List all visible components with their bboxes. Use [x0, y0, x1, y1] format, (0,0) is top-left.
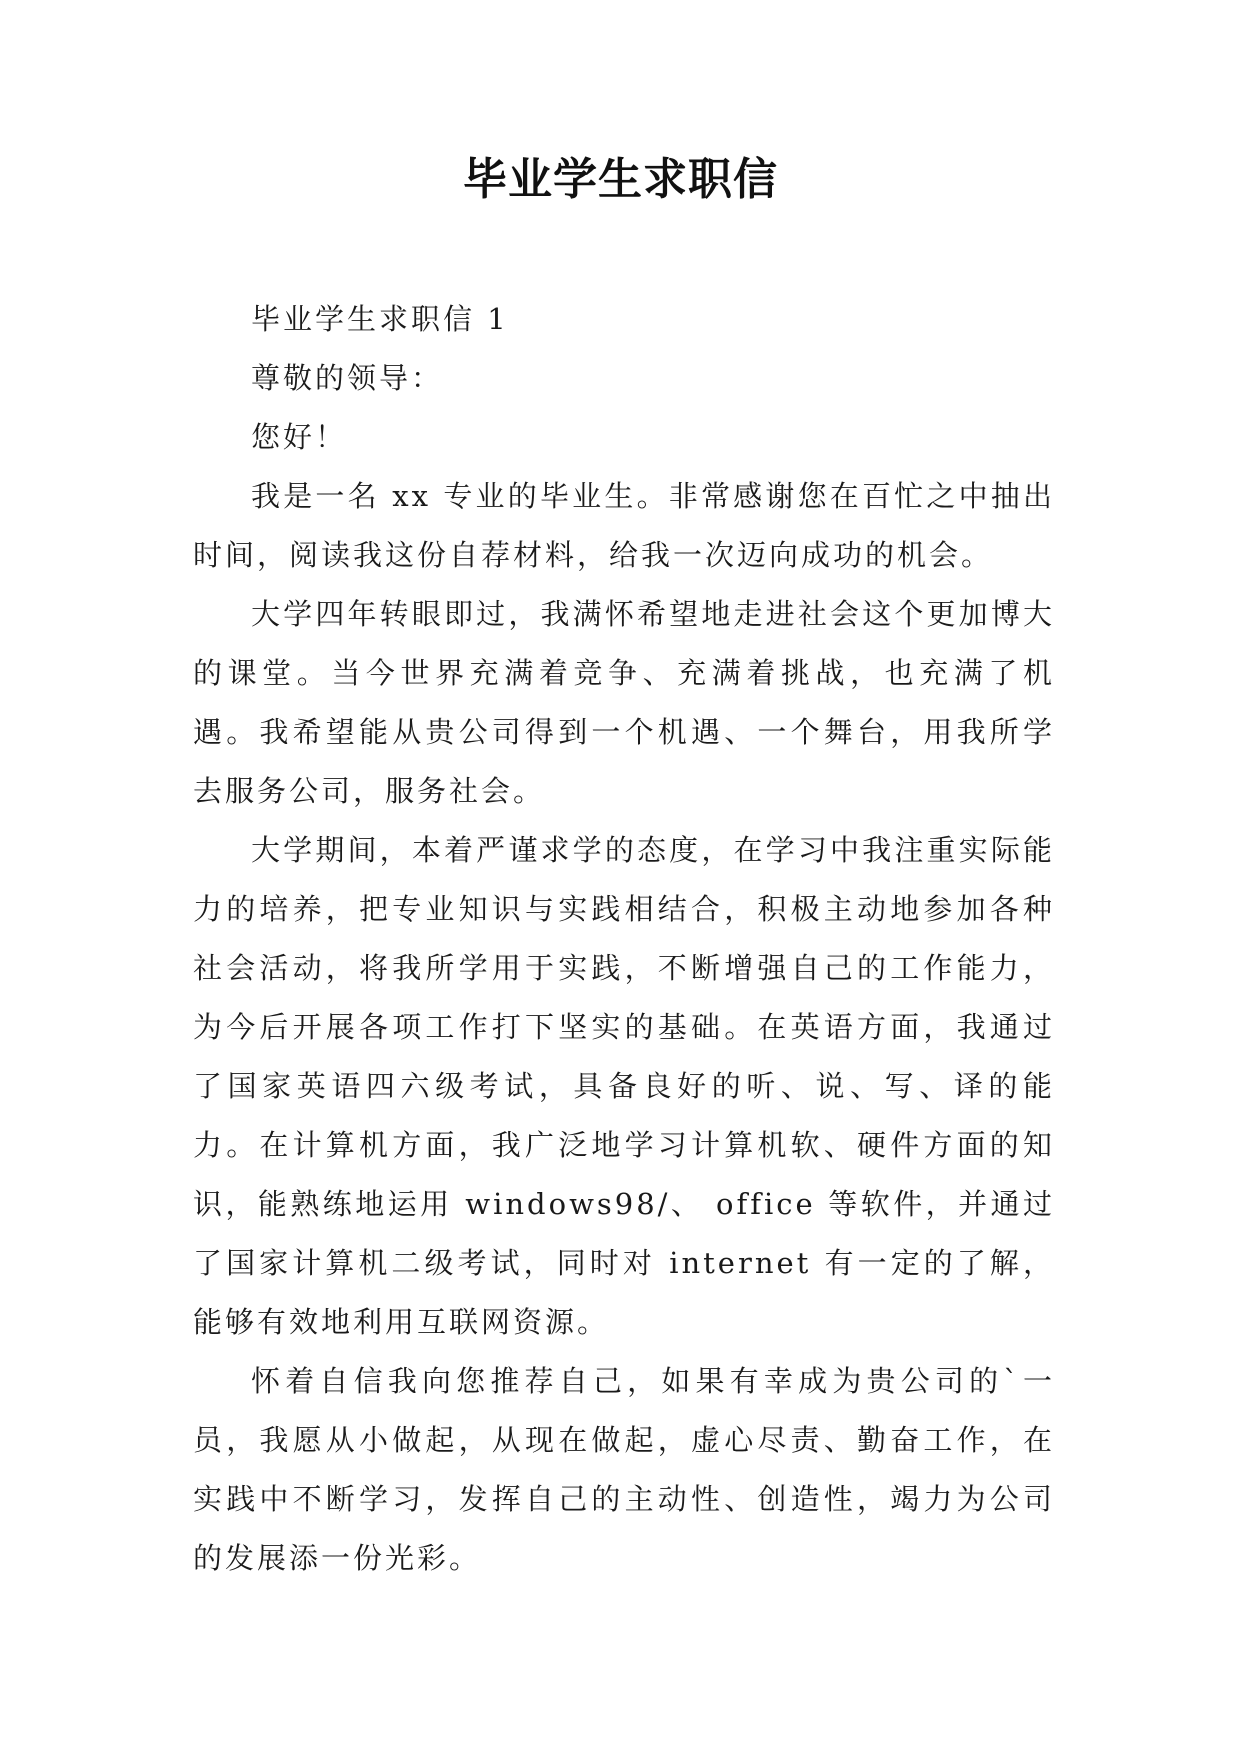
document-title: 毕业学生求职信: [463, 154, 778, 205]
paragraph-closing: 怀着自信我向您推荐自己，如果有幸成为贵公司的`一员，我愿从小做起，从现在做起，虚心尽责、勤奋工作，在实践中不断学习，发挥自己的主动性、创造性，竭力为公司的发展添一份光彩。: [193, 1364, 1055, 1575]
salutation: 尊敬的领导：: [251, 361, 444, 395]
paragraph-university: 大学期间，本着严谨求学的态度，在学习中我注重实际能力的培养，把专业知识与实践相结合，积极主动地参加各种社会活动，将我所学用于实践，不断增强自己的工作能力，为今后开展各项工作打下坚实的基础。在英语方面，我通过了国家英语四六级考试，具备良好的听、说、写、译的能力。在计算机方面，我广泛地学习计算机软、硬件方面的知识，能熟练地运用 windows98/、 office 等软件，并通过了国家计算机二级考试，同时对 internet 有一定的了解，能够有效地利用互联网资源。: [193, 833, 1055, 1339]
document-body: [193, 290, 1055, 1588]
greeting: 您好！: [251, 420, 348, 454]
section-heading: 毕业学生求职信 1: [251, 302, 509, 336]
paragraph-intro: 我是一名 xx 专业的毕业生。非常感谢您在百忙之中抽出时间，阅读我这份自荐材料，给我一次迈向成功的机会。: [193, 479, 1055, 572]
paragraph-aspiration: 大学四年转眼即过，我满怀希望地走进社会这个更加博大的课堂。当今世界充满着竞争、充满着挑战，也充满了机遇。我希望能从贵公司得到一个机遇、一个舞台，用我所学去服务公司，服务社会。: [193, 597, 1055, 808]
